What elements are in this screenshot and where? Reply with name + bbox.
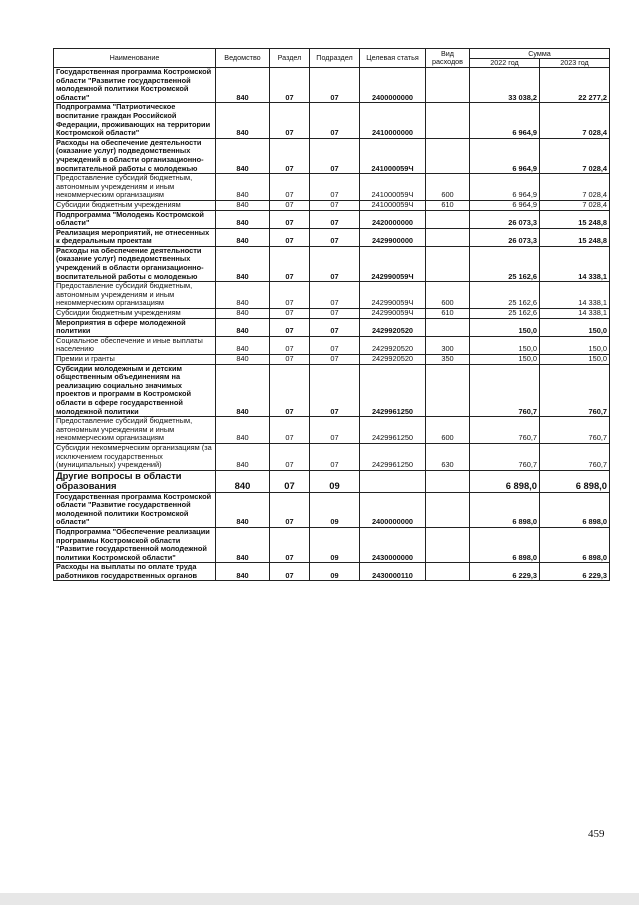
table-row	[54, 443, 610, 470]
header-name: Наименование	[54, 49, 216, 68]
cell-exp-type: 630	[426, 443, 470, 470]
table-row	[54, 492, 610, 527]
cell-exp-type	[426, 68, 470, 103]
cell-dept: 840	[216, 527, 270, 562]
cell-target	[360, 470, 426, 492]
table-row	[54, 282, 610, 309]
header-dept: Ведомство	[216, 49, 270, 68]
table-row	[54, 228, 610, 246]
header-target: Целевая статья	[360, 49, 426, 68]
table-row	[54, 200, 610, 210]
cell-exp-type	[426, 210, 470, 228]
cell-sum-2022: 6 898,0	[470, 527, 540, 562]
cell-sum-2023: 150,0	[540, 355, 610, 365]
cell-name: Субсидии молодежным и детским общественным объединениям на реализацию социально значимых проектов и программ в Костромской области в сфере государственной молодежной политики	[54, 364, 216, 417]
cell-target: 241000059Ч	[360, 200, 426, 210]
cell-dept: 840	[216, 443, 270, 470]
cell-dept: 840	[216, 470, 270, 492]
cell-dept: 840	[216, 210, 270, 228]
table-row	[54, 364, 610, 417]
table-row	[54, 470, 610, 492]
cell-target: 2429961250	[360, 364, 426, 417]
cell-exp-type	[426, 246, 470, 281]
cell-exp-type: 600	[426, 282, 470, 309]
cell-dept: 840	[216, 336, 270, 354]
table-row	[54, 318, 610, 336]
cell-sum-2023: 22 277,2	[540, 68, 610, 103]
cell-name: Социальное обеспечение и иные выплаты населению	[54, 336, 216, 354]
cell-subsection: 07	[310, 200, 360, 210]
cell-target: 2429920520	[360, 355, 426, 365]
cell-subsection: 07	[310, 174, 360, 201]
header-year-2022: 2022 год	[470, 59, 540, 68]
scan-edge	[0, 893, 639, 905]
table-body	[54, 68, 610, 581]
cell-name: Другие вопросы в области образования	[54, 470, 216, 492]
cell-sum-2023: 14 338,1	[540, 282, 610, 309]
cell-exp-type: 610	[426, 200, 470, 210]
cell-subsection: 07	[310, 210, 360, 228]
cell-subsection: 07	[310, 443, 360, 470]
cell-subsection: 07	[310, 364, 360, 417]
cell-exp-type: 350	[426, 355, 470, 365]
cell-section: 07	[270, 443, 310, 470]
cell-name: Предоставление субсидий бюджетным, автономным учреждениям и иным некоммерческим организациям	[54, 417, 216, 444]
cell-exp-type	[426, 492, 470, 527]
header-subsection: Подраздел	[310, 49, 360, 68]
cell-name: Субсидии бюджетным учреждениям	[54, 200, 216, 210]
cell-dept: 840	[216, 309, 270, 319]
cell-name: Премии и гранты	[54, 355, 216, 365]
cell-section: 07	[270, 527, 310, 562]
cell-sum-2022: 6 964,9	[470, 103, 540, 138]
cell-section: 07	[270, 228, 310, 246]
cell-exp-type	[426, 138, 470, 173]
cell-target: 2430000000	[360, 527, 426, 562]
cell-section: 07	[270, 200, 310, 210]
cell-exp-type	[426, 228, 470, 246]
cell-sum-2022: 25 162,6	[470, 309, 540, 319]
cell-name: Предоставление субсидий бюджетным, автономным учреждениям и иным некоммерческим организациям	[54, 282, 216, 309]
cell-sum-2022: 26 073,3	[470, 210, 540, 228]
table-row	[54, 68, 610, 103]
cell-exp-type	[426, 318, 470, 336]
cell-exp-type	[426, 527, 470, 562]
cell-dept: 840	[216, 68, 270, 103]
cell-target: 2400000000	[360, 492, 426, 527]
cell-name: Государственная программа Костромской области "Развитие государственной молодежной политики Костромской области"	[54, 68, 216, 103]
cell-sum-2023: 150,0	[540, 336, 610, 354]
cell-sum-2022: 6 898,0	[470, 492, 540, 527]
header-year-2023: 2023 год	[540, 59, 610, 68]
cell-exp-type: 300	[426, 336, 470, 354]
cell-sum-2022: 26 073,3	[470, 228, 540, 246]
cell-target: 2429900000	[360, 228, 426, 246]
cell-name: Расходы на обеспечение деятельности (оказание услуг) подведомственных учреждений в области организационно-воспитательной работы с молодежью	[54, 246, 216, 281]
cell-sum-2022: 6 964,9	[470, 200, 540, 210]
cell-section: 07	[270, 336, 310, 354]
budget-table	[53, 48, 610, 581]
cell-target: 242990059Ч	[360, 246, 426, 281]
header-section: Раздел	[270, 49, 310, 68]
cell-sum-2023: 15 248,8	[540, 210, 610, 228]
cell-name: Реализация мероприятий, не отнесенных к федеральным проектам	[54, 228, 216, 246]
cell-target: 2429920520	[360, 336, 426, 354]
cell-section: 07	[270, 355, 310, 365]
cell-dept: 840	[216, 492, 270, 527]
cell-name: Государственная программа Костромской области "Развитие государственной молодежной политики Костромской области"	[54, 492, 216, 527]
cell-sum-2023: 7 028,4	[540, 200, 610, 210]
cell-section: 07	[270, 282, 310, 309]
cell-section: 07	[270, 470, 310, 492]
header-sum: Сумма	[470, 49, 610, 59]
cell-name: Расходы на выплаты по оплате труда работников государственных органов	[54, 563, 216, 581]
cell-section: 07	[270, 364, 310, 417]
cell-dept: 840	[216, 138, 270, 173]
cell-section: 07	[270, 309, 310, 319]
cell-subsection: 09	[310, 492, 360, 527]
cell-subsection: 07	[310, 246, 360, 281]
cell-sum-2023: 14 338,1	[540, 246, 610, 281]
cell-exp-type	[426, 563, 470, 581]
cell-sum-2022: 25 162,6	[470, 282, 540, 309]
cell-section: 07	[270, 210, 310, 228]
table-row	[54, 309, 610, 319]
cell-name: Предоставление субсидий бюджетным, автономным учреждениям и иным некоммерческим организациям	[54, 174, 216, 201]
cell-sum-2022: 6 898,0	[470, 470, 540, 492]
cell-exp-type: 610	[426, 309, 470, 319]
cell-dept: 840	[216, 417, 270, 444]
cell-name: Субсидии некоммерческим организациям (за исключением государственных (муниципальных) учреждений)	[54, 443, 216, 470]
cell-sum-2023: 15 248,8	[540, 228, 610, 246]
cell-sum-2023: 14 338,1	[540, 309, 610, 319]
cell-exp-type	[426, 470, 470, 492]
cell-name: Подпрограмма "Патриотическое воспитание граждан Российской Федерации, проживающих на территории Костромской области"	[54, 103, 216, 138]
cell-sum-2023: 6 898,0	[540, 470, 610, 492]
cell-dept: 840	[216, 103, 270, 138]
cell-target: 2429961250	[360, 443, 426, 470]
cell-target: 242990059Ч	[360, 309, 426, 319]
cell-section: 07	[270, 103, 310, 138]
cell-target: 242990059Ч	[360, 282, 426, 309]
cell-section: 07	[270, 563, 310, 581]
cell-sum-2023: 7 028,4	[540, 138, 610, 173]
cell-sum-2022: 6 229,3	[470, 563, 540, 581]
cell-sum-2023: 6 898,0	[540, 492, 610, 527]
cell-sum-2022: 33 038,2	[470, 68, 540, 103]
cell-sum-2023: 760,7	[540, 364, 610, 417]
cell-subsection: 07	[310, 355, 360, 365]
table-header	[54, 49, 610, 68]
cell-subsection: 07	[310, 336, 360, 354]
cell-exp-type	[426, 103, 470, 138]
cell-subsection: 07	[310, 417, 360, 444]
cell-sum-2022: 760,7	[470, 417, 540, 444]
page-number: 459	[588, 828, 605, 840]
cell-target: 2430000110	[360, 563, 426, 581]
cell-subsection: 09	[310, 527, 360, 562]
cell-target: 2429961250	[360, 417, 426, 444]
cell-sum-2022: 6 964,9	[470, 138, 540, 173]
cell-exp-type: 600	[426, 417, 470, 444]
table-row	[54, 336, 610, 354]
cell-section: 07	[270, 492, 310, 527]
cell-subsection: 07	[310, 282, 360, 309]
cell-sum-2023: 6 229,3	[540, 563, 610, 581]
cell-section: 07	[270, 68, 310, 103]
cell-name: Подпрограмма "Обеспечение реализации программы Костромской области "Развитие государственной молодежной политики Костромской области"	[54, 527, 216, 562]
cell-subsection: 07	[310, 103, 360, 138]
cell-sum-2022: 25 162,6	[470, 246, 540, 281]
cell-sum-2023: 760,7	[540, 443, 610, 470]
cell-exp-type: 600	[426, 174, 470, 201]
table-row	[54, 563, 610, 581]
cell-subsection: 07	[310, 318, 360, 336]
cell-subsection: 09	[310, 563, 360, 581]
cell-name: Расходы на обеспечение деятельности (оказание услуг) подведомственных учреждений в области организационно-воспитательной работы с молодежью	[54, 138, 216, 173]
cell-target: 241000059Ч	[360, 174, 426, 201]
header-exp-type: Вид расходов	[426, 49, 470, 68]
cell-sum-2022: 760,7	[470, 443, 540, 470]
cell-name: Мероприятия в сфере молодежной политики	[54, 318, 216, 336]
table-row	[54, 527, 610, 562]
cell-subsection: 07	[310, 138, 360, 173]
cell-section: 07	[270, 174, 310, 201]
cell-dept: 840	[216, 200, 270, 210]
cell-dept: 840	[216, 355, 270, 365]
cell-sum-2022: 6 964,9	[470, 174, 540, 201]
cell-dept: 840	[216, 282, 270, 309]
cell-dept: 840	[216, 364, 270, 417]
cell-subsection: 07	[310, 228, 360, 246]
cell-subsection: 07	[310, 309, 360, 319]
cell-section: 07	[270, 246, 310, 281]
cell-sum-2022: 150,0	[470, 318, 540, 336]
table-row	[54, 210, 610, 228]
cell-target: 2410000000	[360, 103, 426, 138]
table-row	[54, 103, 610, 138]
cell-sum-2023: 7 028,4	[540, 174, 610, 201]
table-row	[54, 246, 610, 281]
cell-dept: 840	[216, 228, 270, 246]
cell-section: 07	[270, 138, 310, 173]
cell-section: 07	[270, 417, 310, 444]
cell-sum-2022: 760,7	[470, 364, 540, 417]
table-row	[54, 174, 610, 201]
cell-exp-type	[426, 364, 470, 417]
cell-dept: 840	[216, 174, 270, 201]
table-row	[54, 138, 610, 173]
cell-sum-2023: 760,7	[540, 417, 610, 444]
table-row	[54, 417, 610, 444]
cell-sum-2023: 6 898,0	[540, 527, 610, 562]
cell-section: 07	[270, 318, 310, 336]
cell-sum-2022: 150,0	[470, 336, 540, 354]
cell-target: 2429920520	[360, 318, 426, 336]
cell-dept: 840	[216, 246, 270, 281]
cell-target: 2400000000	[360, 68, 426, 103]
cell-dept: 840	[216, 563, 270, 581]
cell-sum-2022: 150,0	[470, 355, 540, 365]
cell-subsection: 07	[310, 68, 360, 103]
cell-sum-2023: 150,0	[540, 318, 610, 336]
cell-sum-2023: 7 028,4	[540, 103, 610, 138]
cell-subsection: 09	[310, 470, 360, 492]
cell-name: Подпрограмма "Молодежь Костромской области"	[54, 210, 216, 228]
cell-dept: 840	[216, 318, 270, 336]
cell-target: 2420000000	[360, 210, 426, 228]
table-row	[54, 355, 610, 365]
cell-name: Субсидии бюджетным учреждениям	[54, 309, 216, 319]
cell-target: 241000059Ч	[360, 138, 426, 173]
budget-sheet	[53, 48, 609, 581]
